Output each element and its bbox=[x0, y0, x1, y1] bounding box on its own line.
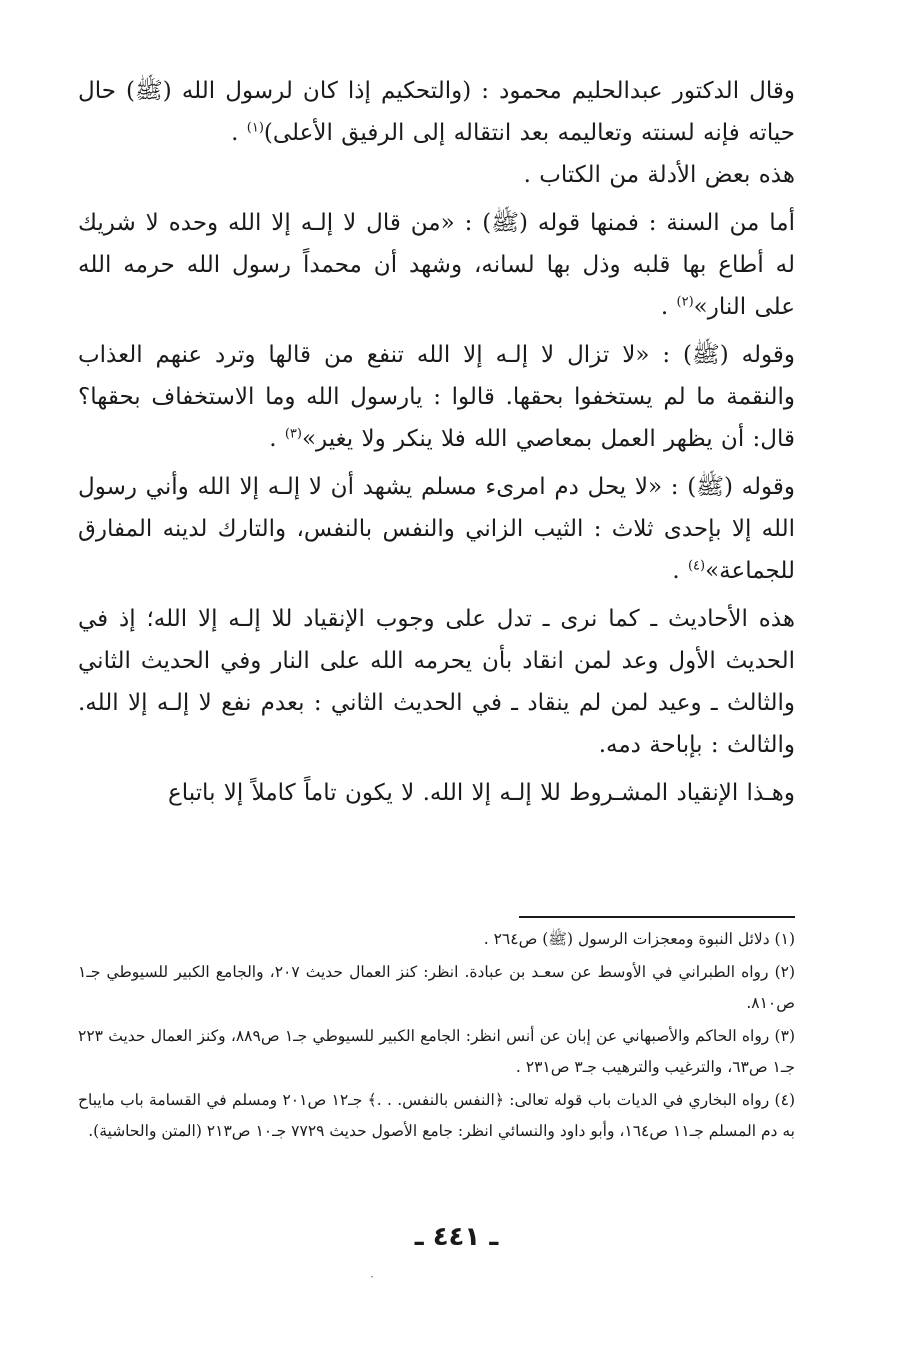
footnote-ref-4[interactable]: (٤) bbox=[687, 558, 706, 574]
footnote-4: (٤) رواه البخاري في الديات باب قوله تعالى: ﴿النفس بالنفس. . .﴾ جـ١٢ ص٢٠١ ومسلم في القسامة باب مايباح به دم المسلم جـ١١ ص١٦٤، وأبو داود والنسائي انظر: جامع الأصول حديث ٧٧٢٩ جـ١٠ ص٢١٣ (المتن والحاشية). bbox=[78, 1091, 795, 1140]
scan-speck: · bbox=[370, 1270, 374, 1284]
footnote-3: (٣) رواه الحاكم والأصبهاني عن إبان عن أنس انظر: الجامع الكبير للسيوطي جـ١ ص٨٨٩، وكنز العمال حديث ٢٢٣ جـ١ ص٦٣، والترغيب والترهيب جـ٣ ص٢٣١ . bbox=[78, 1027, 795, 1076]
footnote-ref-3[interactable]: (٣) bbox=[284, 426, 302, 442]
page-number: ـ ٤٤١ ـ bbox=[414, 1222, 499, 1252]
paragraph-2: هذه بعض الأدلة من الكتاب . bbox=[523, 162, 795, 188]
paragraph-1: وقال الدكتور عبدالحليم محمود : (والتحكيم إذا كان لرسول الله (ﷺ) حال حياته فإنه لسنته وتعاليمه بعد انتقاله إلى الرفيق الأعلى)$^{(١)}$ . bbox=[78, 78, 795, 146]
paragraph-6: هذه الأحاديث ـ كما نرى ـ تدل على وجوب الإنقياد للا إلـه إلا الله؛ إذ في الحديث الأول وعد لمن انقاد بأن يحرمه الله على النار وفي الحديث الثاني والثالث ـ وعيد لمن لم ينقاد ـ في الحديث الثاني : بعدم نفع لا إلـه إلا الله. والثالث : بإباحة دمه. bbox=[78, 606, 795, 758]
paragraph-3: أما من السنة : فمنها قوله (ﷺ) : «من قال لا إلـه إلا الله وحده لا شريك له أطاع بها قلبه وذل بها لسانه، وشهد أن محمداً رسول الله حرمه الله على النار»$^{(٢)}$ . bbox=[78, 210, 795, 320]
paragraph-5: وقوله (ﷺ) : «لا يحل دم امرىء مسلم يشهد أن لا إلـه إلا الله وأني رسول الله إلا بإحدى ثلاث : الثيب الزاني والنفس بالنفس، والتارك لدينه المفارق للجماعة»$^{(٤)}$ . bbox=[78, 474, 795, 584]
footnote-divider bbox=[519, 916, 795, 918]
footnote-1: (١) دلائل النبوة ومعجزات الرسول (ﷺ) ص٢٦٤ . bbox=[483, 930, 795, 948]
footnote-ref-2[interactable]: (٢) bbox=[676, 294, 694, 310]
paragraph-7: وهـذا الإنقياد المشـروط للا إلـه إلا الله. لا يكون تاماً كاملاً إلا باتباع bbox=[167, 780, 795, 806]
footnote-ref-1[interactable]: (١) bbox=[246, 120, 264, 136]
main-text bbox=[78, 70, 795, 820]
paragraph-4: وقوله (ﷺ) : «لا تزال لا إلـه إلا الله تنفع من قالها وترد عنهم العذاب والنقمة ما لم يستخفوا بحقها. قالوا : يارسول الله وما الاستخفاف بحقها؟ قال: أن يظهر العمل بمعاصي الله فلا ينكر ولا يغير»$^{(٣)}$ . bbox=[78, 342, 795, 452]
footnote-2: (٢) رواه الطبراني في الأوسط عن سعـد بن عبادة. انظر: كنز العمال حديث ٢٠٧، والجامع الكبير للسيوطي جـ١ ص٨١٠. bbox=[78, 963, 796, 1012]
footnotes bbox=[78, 924, 795, 1149]
